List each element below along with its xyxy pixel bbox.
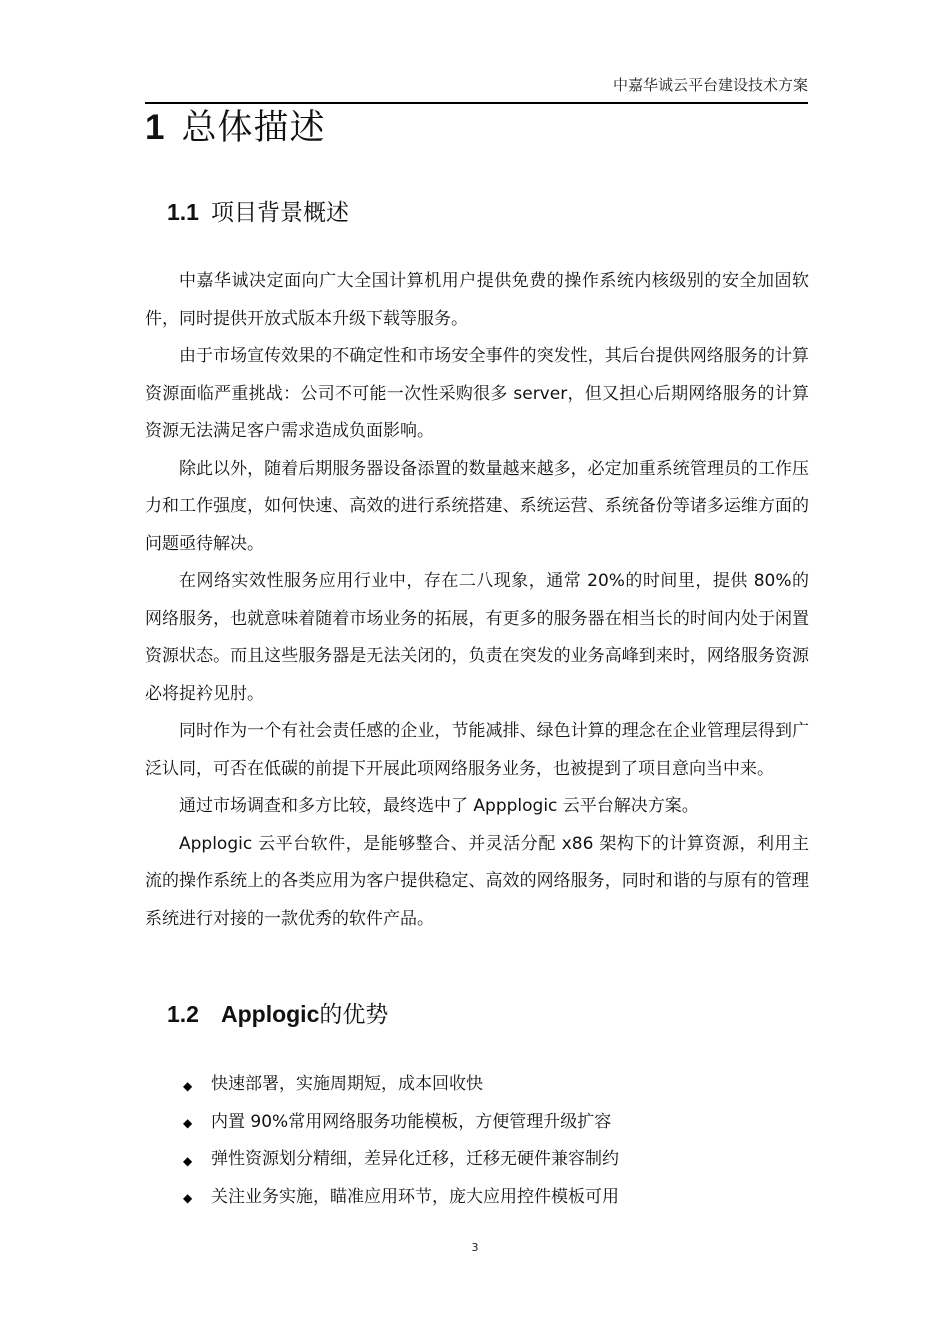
section-number: 1.1 <box>167 199 199 225</box>
paragraph: 除此以外，随着后期服务器设备添置的数量越来越多，必定加重系统管理员的工作压力和工作强度，如何快速、高效的进行系统搭建、系统运营、系统备份等诸多运维方面的问题亟待解决。 <box>145 458 809 554</box>
paragraph: 中嘉华诚决定面向广大全国计算机用户提供免费的操作系统内核级别的安全加固软件，同时提供开放式版本升级下载等服务。 <box>145 271 809 329</box>
paragraph: 在网络实效性服务应用行业中，存在二八现象，通常 20%的时间里，提供 80%的网络服务，也就意味着随着市场业务的拓展，有更多的服务器在相当长的时间内处于闲置资源状态。而且这些服务器是无法关闭的，负责在突发的业务高峰到来时，网络服务资源必将捉衿见肘。 <box>145 571 809 704</box>
chapter-number: 1 <box>145 108 166 147</box>
list-item <box>183 1063 783 1101</box>
section-title-strong: Applogic <box>220 1001 320 1027</box>
list-item-text: 关注业务实施，瞄准应用环节，庞大应用控件模板可用 <box>211 1186 619 1207</box>
diamond-bullet-icon: ◆ <box>183 1078 193 1093</box>
diamond-bullet-icon: ◆ <box>183 1191 193 1206</box>
list-item <box>183 1138 783 1176</box>
section-heading-1-2 <box>167 996 388 1029</box>
list-item <box>183 1101 783 1139</box>
diamond-bullet-icon: ◆ <box>183 1153 193 1168</box>
section-title: 项目背景概述 <box>210 200 349 226</box>
list-item <box>183 1176 783 1214</box>
list-item-text: 快速部署，实施周期短，成本回收快 <box>211 1074 483 1095</box>
body-text <box>145 263 809 938</box>
chapter-title: 总体描述 <box>181 108 326 148</box>
section-heading-1-1 <box>167 194 349 227</box>
list-item-text: 弹性资源划分精细，差异化迁移，迁移无硬件兼容制约 <box>211 1149 619 1170</box>
section-title-rest: 的优势 <box>319 1002 389 1028</box>
list-item-text: 内置 90%常用网络服务功能模板，方便管理升级扩容 <box>211 1111 612 1132</box>
paragraph: 通过市场调查和多方比较，最终选中了 Appplogic 云平台解决方案。 <box>179 796 699 816</box>
section-number: 1.2 <box>167 1001 199 1027</box>
advantages-list <box>183 1063 783 1213</box>
header-title: 中嘉华诚云平台建设技术方案 <box>612 76 808 94</box>
chapter-heading <box>145 100 325 150</box>
diamond-bullet-icon: ◆ <box>183 1116 193 1131</box>
page-number: 3 <box>471 1241 479 1254</box>
paragraph: 由于市场宣传效果的不确定性和市场安全事件的突发性，其后台提供网络服务的计算资源面临严重挑战：公司不可能一次性采购很多 server，但又担心后期网络服务的计算资源无法满足客户需求造成负面影响。 <box>145 346 809 441</box>
paragraph: 同时作为一个有社会责任感的企业，节能减排、绿色计算的理念在企业管理层得到广泛认同，可否在低碳的前提下开展此项网络服务业务，也被提到了项目意向当中来。 <box>145 721 809 779</box>
paragraph: Applogic 云平台软件，是能够整合、并灵活分配 x86 架构下的计算资源，利用主流的操作系统上的各类应用为客户提供稳定、高效的网络服务，同时和谐的与原有的管理系统进行对接的一款优秀的软件产品。 <box>145 833 809 929</box>
